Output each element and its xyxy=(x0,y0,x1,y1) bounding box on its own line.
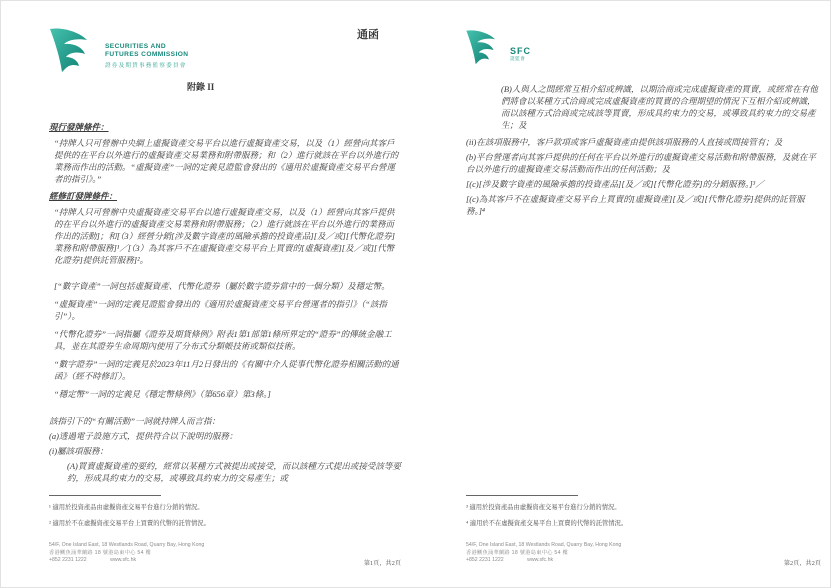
footer-address-zh: 香港鰂魚涌華蘭路 18 號港島東中心 54 樓 xyxy=(49,549,152,556)
revised-condition-paragraph: “持牌人只可營辦中央虛擬資產交易平台以進行虛擬資產交易，以及（1）經營向其客戶提供的在平台以外進行的虛擬資產交易業務和附帶服務；（2）進行就該在平台以外進行的業務而作出的活動]；和[（3）經營分銷[涉及數字資產的風險承擔的投資產品][及／或][代幣化證券]業務和附帶服務]¹／[（3）為其客戶不在虛擬資產交易平台上買賣的[虛擬資產][及／或][代幣化證券]提供託管服務]²。 xyxy=(54,207,395,265)
definition-tokenised-securities: “代幣化證券”一詞指屬《證券及期貨條例》附表1第1部第1條所界定的“證券”的傳統金融工具，並在其證券生命周期內使用了分布式分類帳技術或類似技術。 xyxy=(54,329,392,351)
appendix-heading: 附錄 II xyxy=(187,82,215,92)
list-item-a: (a)透過電子設施方式，提供符合以下說明的服務： xyxy=(49,431,238,441)
sfc-logo-full xyxy=(47,27,188,78)
sfc-bird-icon xyxy=(47,27,101,78)
heading-revised-licensing-conditions: 經修訂發牌條件： xyxy=(49,191,118,201)
sfc-logo-wordmark xyxy=(105,27,188,69)
definitions-block xyxy=(49,280,401,400)
footer-address-en: 54/F, One Island East, 18 Westlands Road, Quarry Bay, Hong Kong xyxy=(466,542,622,548)
footnote-divider xyxy=(49,495,161,496)
definition-stablecoin: “穩定幣”一詞的定義見《穩定幣條例》（第656章）第3條。] xyxy=(54,389,271,399)
footnote-divider xyxy=(466,495,578,496)
relevant-activities-block xyxy=(49,415,401,484)
circular-title: 通函 xyxy=(357,29,379,41)
footer-website: www.sfc.hk xyxy=(110,557,137,563)
definition-digital-assets: [“數字資產”一詞包括虛擬資產、代幣化證券（屬於數字證券當中的一個分類）及穩定幣。 xyxy=(54,281,390,291)
footnote-2: ² 適用於不在虛擬資產交易平台上買賣的代幣的託管情況。 xyxy=(49,520,210,527)
page2-body xyxy=(466,83,821,220)
footnote-1: ¹ 適用於投資產品由虛擬資產交易平台進行分銷的情況。 xyxy=(49,504,204,511)
page2-page-number: 第2頁，共2頁 xyxy=(783,560,821,567)
page1-body xyxy=(49,121,401,487)
logo-name-en-line2: FUTURES COMMISSION xyxy=(105,51,189,58)
page2-footnotes xyxy=(466,495,818,535)
footnote-4: ⁴ 適用於不在虛擬資產交易平台上買賣的代幣的託管情況。 xyxy=(466,520,628,527)
list-item-c-option-1: [(c)[涉及數字資產的風險承擔的投資產品][及／或][代幣化證券]的分銷服務。]³／ xyxy=(466,179,764,189)
document-page-1 xyxy=(1,1,417,588)
definition-digital-securities: “數字證券”一詞的定義見於2023年11月2日發出的《有關中介人從事代幣化證券相關活動的通函》（經不時修訂）。 xyxy=(54,359,399,381)
list-item-B: (B)人與人之間經常互相介紹或辨識，以期洽商或完成虛擬資產的買賣，或經常在有他們將會以某種方式洽商或完成虛擬資產的買賣的合理期望的情況下互相介紹或辨識，而以該種方式洽商或完成該等買賣，形成具約束力的交易，或導致具約束力的交易產生；及 xyxy=(501,84,818,130)
logo-name-zh: 證券及期貨事務監察委員會 xyxy=(105,63,187,69)
heading-current-licensing-conditions: 現行發牌條件： xyxy=(49,122,109,132)
footer-address-en: 54/F, One Island East, 18 Westlands Road, Quarry Bay, Hong Kong xyxy=(49,542,205,548)
footer-phone: +852 2231 1222 xyxy=(466,557,504,563)
footnote-3: ³ 適用於投資產品由虛擬資產交易平台進行分銷的情況。 xyxy=(466,504,621,511)
footer-website: www.sfc.hk xyxy=(527,557,554,563)
current-condition-paragraph: “持牌人只可營辦中央網上虛擬資產交易平台以進行虛擬資產交易，以及（1）經營向其客戶提供的在平台以外進行的虛擬資產交易業務和附帶服務；和（2）進行就該在平台以外進行的業務而作出的活動。“虛擬資產”一詞的定義見證監會發出的《適用於虛擬資產交易平台營運者的指引》。” xyxy=(54,138,399,184)
page1-page-number: 第1頁，共2頁 xyxy=(363,560,401,567)
logo-short-name: SFC xyxy=(510,46,531,56)
list-item-b: (b)平台營運者向其客戶提供的任何在平台以外進行的虛擬資產交易活動和附帶服務，及就在平台以外進行的虛擬資產交易活動而作出的任何活動；及 xyxy=(466,152,816,174)
sfc-logo-compact xyxy=(464,29,531,70)
relevant-activities-intro: 該指引下的“有關活動”一詞就持牌人而言指： xyxy=(49,416,220,426)
sfc-logo-short-wordmark xyxy=(510,29,531,62)
footer-phone: +852 2231 1222 xyxy=(49,557,87,563)
page1-footnotes xyxy=(49,495,401,535)
sfc-bird-icon xyxy=(464,29,506,70)
logo-short-name-zh: 證監會 xyxy=(510,56,526,61)
footer-address-zh: 香港鰂魚涌華蘭路 18 號港島東中心 54 樓 xyxy=(466,549,569,556)
logo-name-en-line1: SECURITIES AND xyxy=(105,43,167,50)
list-item-i: (i)屬該項服務： xyxy=(49,446,109,456)
list-item-c-option-2: [(c)為其客戶不在虛擬資產交易平台上買賣的[虛擬資產][及／或][代幣化證券]提供的託管服務。]⁴ xyxy=(466,194,805,216)
list-item-ii: (ii)在該項服務中，客戶款項或客戶虛擬資產由提供該項服務的人直接或間接管有；及 xyxy=(466,137,783,147)
definition-virtual-assets: “虛擬資產”一詞的定義見證監會發出的《適用於虛擬資產交易平台營運者的指引》（“該指引”）。 xyxy=(54,299,387,321)
list-item-A: (A)買賣虛擬資產的要約，經常以某種方式被提出或接受，而以該種方式提出或接受該等要約，形成具約束力的交易，或導致具約束力的交易產生；或 xyxy=(67,461,401,483)
document-page-2 xyxy=(417,1,831,588)
